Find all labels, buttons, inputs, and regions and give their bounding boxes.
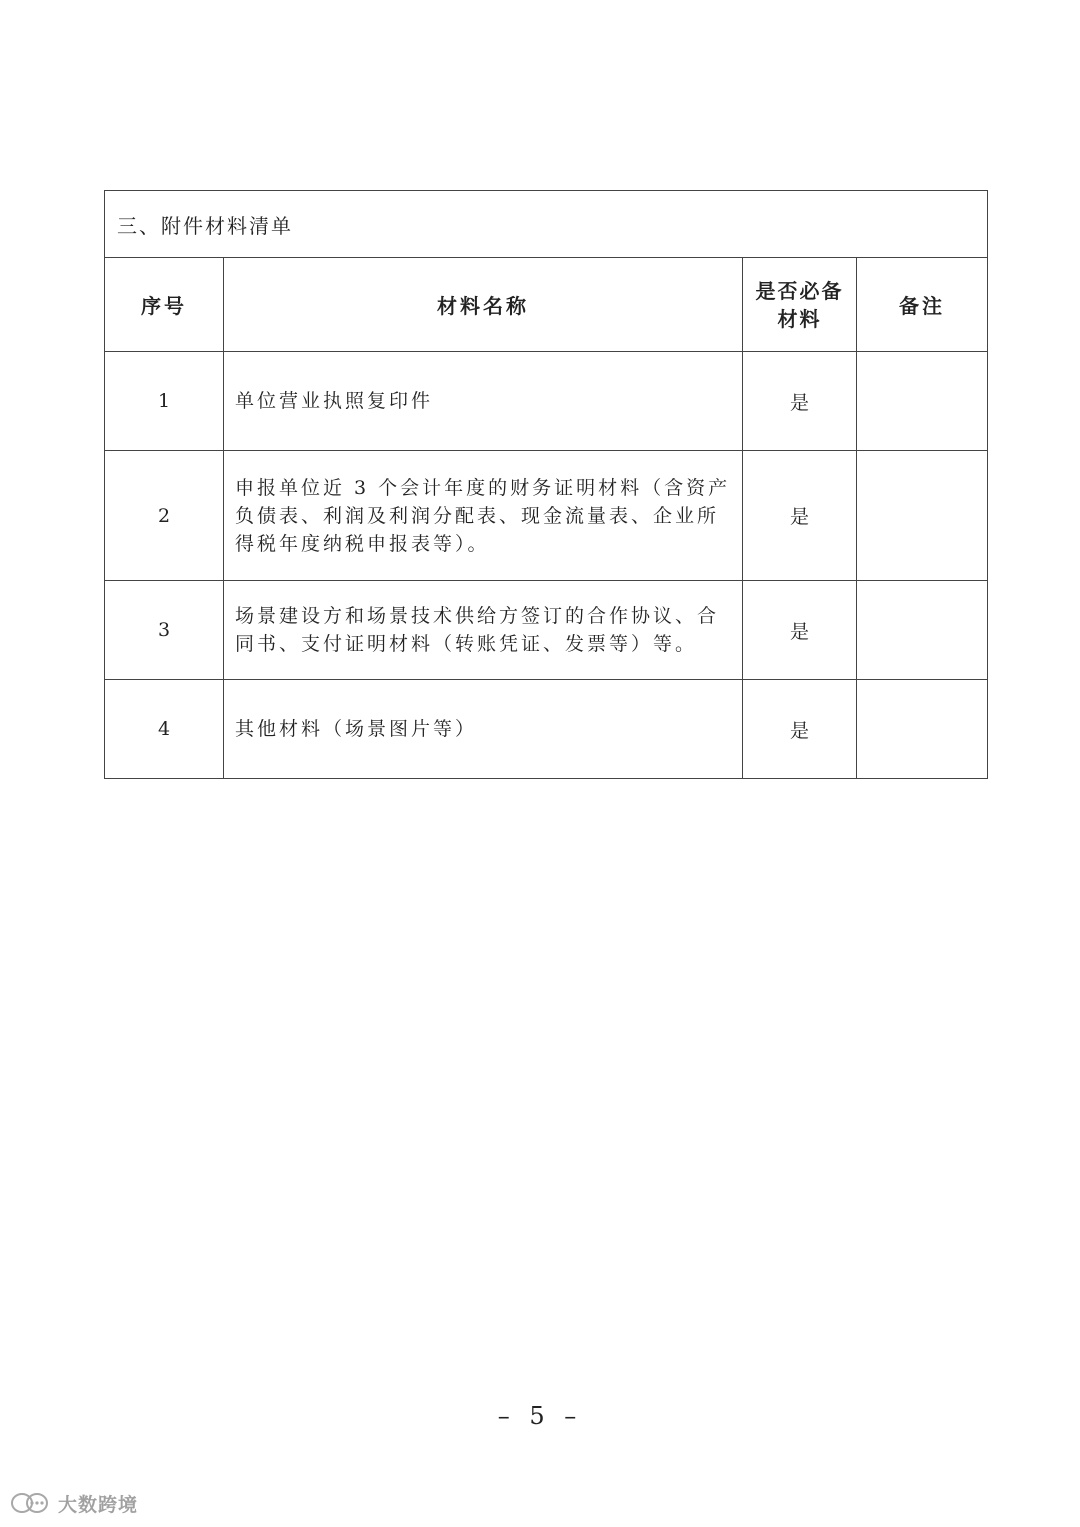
header-index: 序号 xyxy=(105,258,224,352)
header-required-line1: 是否必备 xyxy=(755,278,844,303)
row-note xyxy=(857,352,988,451)
table-row xyxy=(105,352,988,451)
row-required: 是 xyxy=(743,581,857,680)
row-required: 是 xyxy=(743,451,857,581)
watermark-text: 大数跨境 xyxy=(58,1493,139,1516)
chat-bubbles-logo-icon xyxy=(10,1491,52,1515)
row-name: 场景建设方和场景技术供给方签订的合作协议、合同书、支付证明材料（转账凭证、发票等）等。 xyxy=(224,581,743,680)
header-required xyxy=(743,258,857,352)
row-required: 是 xyxy=(743,352,857,451)
header-required-line2: 材料 xyxy=(777,306,822,331)
row-index: 1 xyxy=(105,352,224,451)
watermark xyxy=(10,1490,138,1516)
header-note: 备注 xyxy=(857,258,988,352)
materials-table xyxy=(104,190,988,779)
row-name: 其他材料（场景图片等） xyxy=(224,680,743,779)
materials-table-container xyxy=(104,190,987,779)
row-note xyxy=(857,680,988,779)
row-index: 2 xyxy=(105,451,224,581)
table-header-row xyxy=(105,258,988,352)
row-index: 3 xyxy=(105,581,224,680)
table-row xyxy=(105,581,988,680)
table-row xyxy=(105,680,988,779)
section-title-row xyxy=(105,191,988,258)
row-index: 4 xyxy=(105,680,224,779)
row-name: 申报单位近 3 个会计年度的财务证明材料（含资产负债表、利润及利润分配表、现金流量表、企业所得税年度纳税申报表等）。 xyxy=(224,451,743,581)
row-required: 是 xyxy=(743,680,857,779)
row-note xyxy=(857,451,988,581)
table-row xyxy=(105,451,988,581)
page-number: – 5 – xyxy=(497,1402,583,1430)
row-note xyxy=(857,581,988,680)
section-title: 三、附件材料清单 xyxy=(105,191,988,258)
header-name: 材料名称 xyxy=(224,258,743,352)
row-name: 单位营业执照复印件 xyxy=(224,352,743,451)
